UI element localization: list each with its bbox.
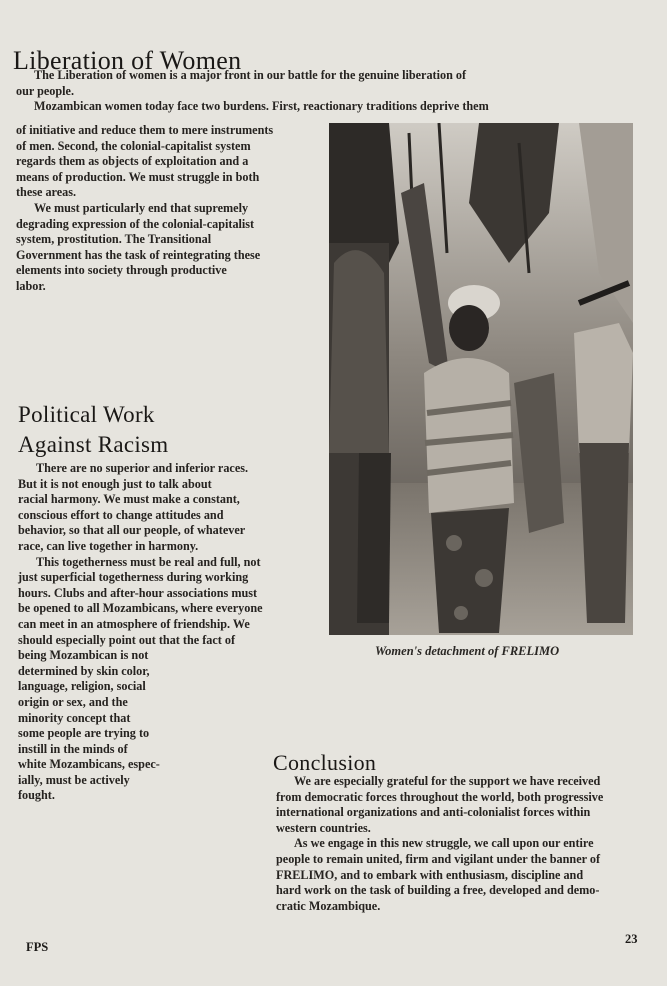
photo-caption: Women's detachment of FRELIMO [375, 644, 560, 658]
text-line: As we engage in this new struggle, we call upon our entire [294, 836, 594, 851]
text-line: Government has the task of reintegrating these [16, 247, 261, 262]
text-line: system, prostitution. The Transitional [16, 232, 212, 247]
text-line: should especially point out that the fact of [18, 632, 236, 647]
text-line: determined by skin color, [18, 663, 150, 678]
text-line: origin or sex, and the [18, 694, 128, 709]
text-line: can meet in an atmosphere of friendship. We [18, 616, 250, 631]
text-line: But it is not enough just to talk about [18, 476, 212, 491]
text-line: from democratic forces throughout the world, both progressive [276, 789, 604, 804]
heading-political-work-against-racism [18, 400, 278, 460]
text-line: racial harmony. We must make a constant, [18, 492, 240, 507]
text-line: We must particularly end that supremely [34, 200, 249, 215]
text-line: behavior, so that all our people, of whatever [18, 523, 246, 538]
text-line: The Liberation of women is a major front in our battle for the genuine liberation of [34, 68, 467, 82]
footer-publisher: FPS [26, 940, 49, 954]
liberation-intro [16, 68, 556, 115]
text-line: fought. [18, 788, 55, 803]
text-line: FRELIMO, and to embark with enthusiasm, discipline and [276, 867, 584, 882]
text-line: hard work on the task of building a free, developed and demo- [276, 883, 600, 898]
page-number: 23 [625, 932, 638, 946]
heading-line: Political Work [18, 402, 155, 427]
text-line: means of production. We must struggle in both [16, 169, 260, 184]
text-line: Mozambican women today face two burdens. First, reactionary traditions deprive them [34, 99, 489, 114]
text-line: these areas. [16, 185, 77, 200]
text-line: hours. Clubs and after-hour associations must [18, 585, 258, 600]
text-line: people to remain united, firm and vigilant under the banner of [276, 851, 601, 866]
text-line: degrading expression of the colonial-capitalist [16, 216, 255, 231]
text-line: white Mozambicans, espec- [18, 757, 160, 772]
text-line: of men. Second, the colonial-capitalist system [16, 138, 251, 153]
text-line: minority concept that [18, 710, 131, 725]
text-line: This togetherness must be real and full, not [36, 554, 261, 569]
text-line: elements into society through productive [16, 263, 227, 278]
frelimo-photo [329, 123, 633, 635]
heading-liberation-of-women: Liberation of Women [13, 46, 242, 75]
text-line: There are no superior and inferior races. [36, 461, 249, 475]
text-line: language, religion, social [18, 679, 146, 694]
text-line: international organizations and anti-colonialist forces within [276, 805, 591, 820]
text-line: conscious effort to change attitudes and [18, 507, 224, 522]
text-line: western countries. [276, 820, 371, 835]
text-line: We are especially grateful for the support we have received [294, 774, 601, 788]
text-line: some people are trying to [18, 726, 150, 741]
text-line: being Mozambican is not [18, 648, 149, 663]
text-line: ially, must be actively [18, 772, 130, 787]
heading-conclusion: Conclusion [273, 750, 377, 775]
text-line: regards them as objects of exploitation and a [16, 154, 249, 169]
liberation-column [16, 123, 316, 295]
text-line: cratic Mozambique. [276, 898, 381, 913]
text-line: our people. [16, 83, 75, 98]
heading-line: Against Racism [18, 432, 169, 457]
text-line: just superficial togetherness during working [18, 570, 249, 585]
text-line: be opened to all Mozambicans, where everyone [18, 601, 263, 616]
conclusion-text [276, 774, 648, 914]
text-line: instill in the minds of [18, 741, 128, 756]
text-line: of initiative and reduce them to mere instruments [16, 123, 274, 137]
text-line: labor. [16, 278, 46, 293]
text-line: race, can live together in harmony. [18, 538, 199, 553]
photo-illustration [329, 123, 633, 635]
